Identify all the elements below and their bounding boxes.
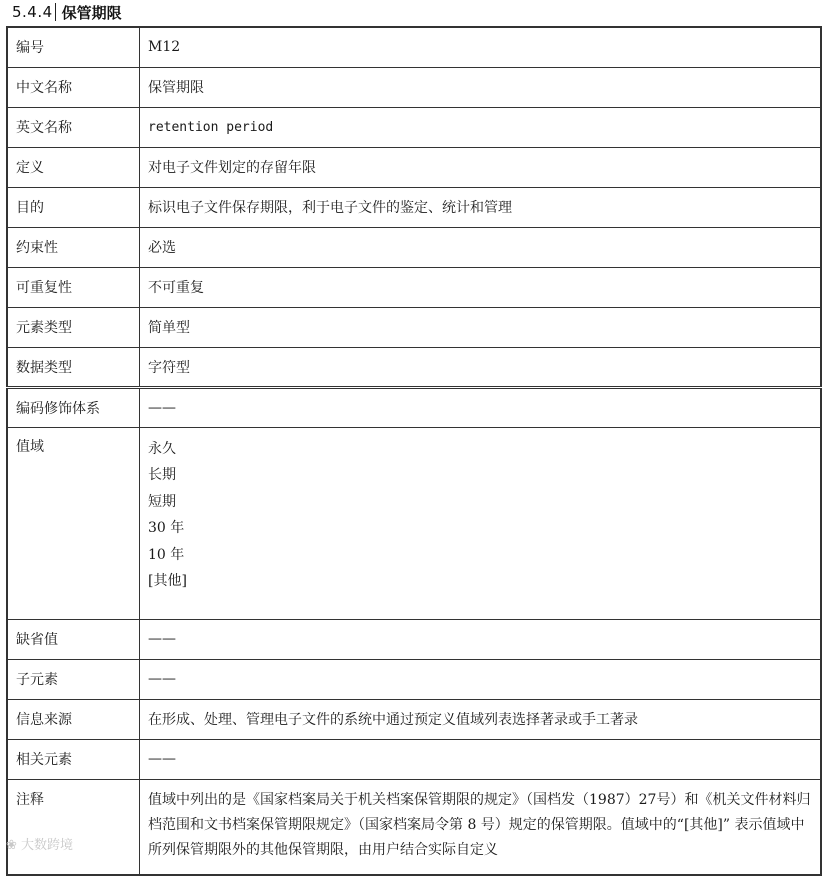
- text-cursor: [55, 3, 56, 21]
- row-label: 信息来源: [7, 699, 140, 739]
- table-row: [7, 347, 821, 387]
- row-value: ——: [140, 659, 822, 699]
- watermark-text: 大数跨境: [21, 838, 74, 853]
- section-number: 5.4.4: [12, 3, 53, 21]
- table-row: [7, 267, 821, 307]
- row-value: retention period: [140, 107, 822, 147]
- row-label: 约束性: [7, 227, 140, 267]
- section-heading: [12, 0, 122, 24]
- table-row: [7, 779, 821, 875]
- row-value: 在形成、处理、管理电子文件的系统中通过预定义值域列表选择著录或手工著录: [140, 699, 822, 739]
- row-label: 定义: [7, 147, 140, 187]
- table-row: [7, 227, 821, 267]
- row-label: 可重复性: [7, 267, 140, 307]
- row-value: 简单型: [140, 307, 822, 347]
- row-value: 对电子文件划定的存留年限: [140, 147, 822, 187]
- row-label: 中文名称: [7, 67, 140, 107]
- row-label: 注释: [7, 779, 140, 875]
- row-label: 子元素: [7, 659, 140, 699]
- row-label: 英文名称: [7, 107, 140, 147]
- table-row: [7, 659, 821, 699]
- row-label: 相关元素: [7, 739, 140, 779]
- row-value: ——: [140, 739, 822, 779]
- value-list: [140, 427, 822, 619]
- row-value: 必选: [140, 227, 822, 267]
- value-item: 短期: [148, 493, 176, 510]
- value-item: 长期: [148, 467, 176, 484]
- table-row: [7, 67, 821, 107]
- row-label: 目的: [7, 187, 140, 227]
- table-row: [7, 187, 821, 227]
- table-row: [7, 427, 821, 619]
- table-row: [7, 307, 821, 347]
- table-row: [7, 387, 821, 427]
- value-item: 永久: [148, 440, 176, 457]
- row-label: 编号: [7, 27, 140, 67]
- metadata-table: [6, 26, 822, 876]
- row-label: 编码修饰体系: [7, 387, 140, 427]
- section-title: 保管期限: [61, 3, 122, 22]
- row-label: 数据类型: [7, 347, 140, 387]
- table-row: [7, 147, 821, 187]
- table-row: [7, 107, 821, 147]
- row-value: 值域中列出的是《国家档案局关于机关档案保管期限的规定》（国档发（1987）27号）和《机关文件材料归档范围和文书档案保管期限规定》（国家档案局令第 8 号）规定的保管期限。值域中的“[其他]” 表示值域中所列保管期限外的其他保管期限，由用户结合实际自定义: [140, 779, 822, 875]
- table-row: [7, 27, 821, 67]
- table-row: [7, 619, 821, 659]
- row-label: 值域: [7, 427, 140, 619]
- row-label: 元素类型: [7, 307, 140, 347]
- row-value: ——: [140, 619, 822, 659]
- row-value: 保管期限: [140, 67, 822, 107]
- row-value: 字符型: [140, 347, 822, 387]
- watermark-logo-icon: ❀: [6, 838, 17, 853]
- row-value: 不可重复: [140, 267, 822, 307]
- row-value: ——: [140, 387, 822, 427]
- value-item: 10 年: [148, 546, 185, 563]
- value-item: 30 年: [148, 520, 185, 537]
- watermark: [6, 834, 73, 853]
- table-row: [7, 699, 821, 739]
- row-value: M12: [140, 27, 822, 67]
- table-row: [7, 739, 821, 779]
- value-item: [其他]: [148, 573, 187, 590]
- row-label: 缺省值: [7, 619, 140, 659]
- row-value: 标识电子文件保存期限，利于电子文件的鉴定、统计和管理: [140, 187, 822, 227]
